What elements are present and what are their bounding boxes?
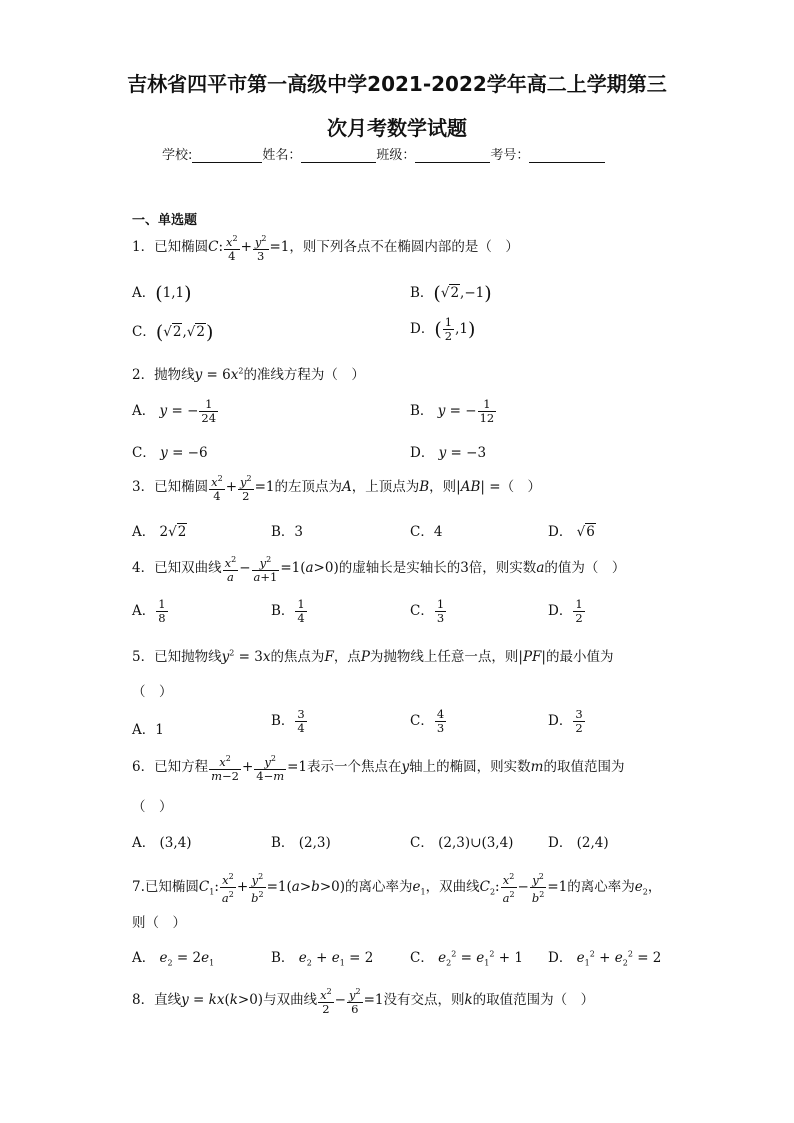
- q7-option-d[interactable]: D． $e_1^2 + e_2^2 = 2$: [548, 949, 662, 968]
- q6-option-d[interactable]: D． (2,4): [548, 835, 609, 851]
- question-6-line2: （ ）: [132, 799, 173, 815]
- exam-no-label: 考号：: [490, 148, 530, 163]
- q2-option-c[interactable]: C． y = −6: [132, 445, 208, 461]
- question-7-line2: 则（ ）: [132, 915, 186, 931]
- q2-option-d[interactable]: D． y = −3: [410, 445, 487, 461]
- q6-option-a[interactable]: A． (3,4): [132, 835, 192, 851]
- q4-option-d[interactable]: D． $\frac{1}{2}$: [548, 597, 583, 625]
- q1-option-d[interactable]: D．( $\frac{1}{2}$ ,1): [410, 315, 476, 343]
- question-5-line2: （ ）: [132, 684, 173, 700]
- name-label: 姓名：: [262, 148, 302, 163]
- q3-option-b[interactable]: B．3: [271, 524, 304, 540]
- question-2: 2．抛物线$y = 6x^2$的准线方程为（ ）: [132, 366, 365, 383]
- question-8: 8．直线y = kx(k>0)与双曲线 $\frac{x^2}{2}$ − $\frac{y^2}{6}$ =1没有交点，则k的取值范围为（ ）: [132, 987, 595, 1016]
- q2-option-b[interactable]: B． y = − $\frac{1}{12}$: [410, 397, 495, 425]
- q1-option-a[interactable]: A．(1,1): [132, 282, 192, 305]
- q3-option-c[interactable]: C．4: [410, 524, 443, 540]
- page-title: 吉林省四平市第一高级中学2021-2022学年高二上学期第三: [127, 72, 667, 96]
- q4-option-a[interactable]: A． $\frac{1}{8}$: [132, 597, 166, 625]
- q4-option-c[interactable]: C． $\frac{1}{3}$: [410, 597, 445, 625]
- q2-option-a[interactable]: A． y = − $\frac{1}{24}$: [132, 397, 217, 425]
- class-label: 班级：: [376, 148, 416, 163]
- exam-no-field[interactable]: [529, 148, 605, 163]
- question-4: 4．已知双曲线 $\frac{x^2}{a}$ − $\frac{y^2}{a+1}$ =1(a>0)的虚轴长是实轴长的3倍，则实数a的值为（ ）: [132, 555, 626, 584]
- q6-option-c[interactable]: C． (2,3)∪(3,4): [410, 835, 514, 851]
- question-3: 3．已知椭圆 $\frac{x^2}{4}$ + $\frac{y^2}{2}$ =1的左顶点为A，上顶点为B，则|AB| =（ ）: [132, 474, 542, 503]
- q4-option-b[interactable]: B． $\frac{1}{4}$: [271, 597, 305, 625]
- q5-option-a[interactable]: A．1: [132, 722, 164, 738]
- school-label: 学校:: [162, 148, 193, 163]
- section-title: 一、单选题: [132, 213, 198, 228]
- page-title-line2: 次月考数学试题: [327, 116, 467, 140]
- q7-option-b[interactable]: B． $e_2 + e_1 = 2$: [271, 950, 374, 968]
- q1-option-c[interactable]: C．(√2,√2): [132, 321, 214, 344]
- student-info-row: [162, 144, 605, 163]
- q5-option-c[interactable]: C． $\frac{4}{3}$: [410, 707, 445, 735]
- question-5: 5．已知抛物线$y^2 = 3x$的焦点为F，点P为抛物线上任意一点，则|PF|的最小值为: [132, 648, 614, 665]
- question-6: 6．已知方程 $\frac{x^2}{m-2}$ + $\frac{y^2}{4-m}$ =1表示一个焦点在y轴上的椭圆，则实数m的取值范围为: [132, 754, 625, 783]
- class-field[interactable]: [415, 148, 490, 163]
- q6-option-b[interactable]: B． (2,3): [271, 835, 331, 851]
- q1-option-b[interactable]: B．(√2,−1): [410, 282, 492, 305]
- name-field[interactable]: [301, 148, 376, 163]
- q7-option-a[interactable]: A． $e_2 = 2e_1$: [132, 950, 215, 968]
- q7-option-c[interactable]: C． $e_2^2 = e_1^2 + 1$: [410, 949, 523, 968]
- q5-option-b[interactable]: B． $\frac{3}{4}$: [271, 707, 305, 735]
- q3-option-a[interactable]: A． 2√2: [132, 524, 187, 540]
- q3-option-d[interactable]: D． √6: [548, 524, 595, 540]
- question-1: 1．已知椭圆C: $\frac{x^2}{4}$ + $\frac{y^2}{3}$ =1，则下列各点不在椭圆内部的是（ ）: [132, 234, 519, 263]
- q5-option-d[interactable]: D． $\frac{3}{2}$: [548, 707, 583, 735]
- school-field[interactable]: [192, 148, 262, 163]
- question-7: 7.已知椭圆$C_1$: $\frac{x^2}{a^2}$ + $\frac{y^2}{b^2}$ =1(a>b>0)的离心率为$e_1$，双曲线$C_2$: $\frac{x^2}{a^2}$ − $\frac{y^2}{b^2}$ =1的离心率为$e_2$，: [132, 872, 662, 905]
